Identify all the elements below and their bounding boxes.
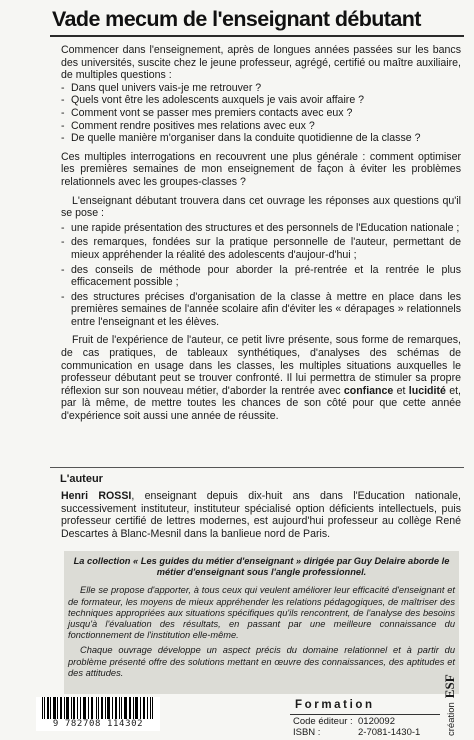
creation-credit bbox=[441, 674, 459, 736]
intro-paragraph: Commencer dans l'enseignement, après de longues années passées sur les bancs des universités, suscite chez le jeune professeur, agrégé, certifié ou maître auxiliaire, de multiples questions : bbox=[61, 44, 461, 82]
author-bio-text: , enseignant depuis dix-huit ans dans l'Education nationale, successivement instituteur, instituteur spécialisé option déficients intellectuels, puis professeur certifié de lettres modernes, est aujourd'hui professeur au collège René Descartes à Blanc-Mesnil dans la banlieue nord de Paris. bbox=[61, 490, 461, 540]
question-item: - Dans quel univers vais-je me retrouver ? bbox=[61, 82, 461, 95]
isbn-row bbox=[293, 727, 438, 738]
creation-label: création bbox=[446, 702, 457, 736]
paragraph-3: L'enseignant débutant trouvera dans cet ouvrage les réponses aux questions qu'il se pose : bbox=[61, 194, 461, 220]
isbn-value: 2-7081-1430-1 bbox=[358, 727, 421, 738]
answers-list bbox=[61, 222, 461, 329]
barcode bbox=[36, 697, 160, 731]
collection-text bbox=[68, 556, 455, 679]
code-editeur-label: Code éditeur : bbox=[293, 716, 353, 727]
question-item: - Comment rendre positives mes relations avec eux ? bbox=[61, 120, 461, 133]
answer-item: - des remarques, fondées sur la pratique personnelle de l'auteur, permettant de mieux appréhender la réalité des adolescents d'aujour-d'hui ; bbox=[61, 236, 461, 261]
question-item: - Comment vont se passer mes premiers contacts avec eux ? bbox=[61, 107, 461, 120]
esf-logo: ESF bbox=[442, 674, 457, 699]
question-item: - De quelle manière m'organiser dans la conduite quotidienne de la classe ? bbox=[61, 132, 461, 145]
description bbox=[61, 44, 461, 423]
collection-intro: La collection « Les guides du métier d'enseignant » dirigée par Guy Delaire aborde le métier d'enseignant sous l'angle professionnel. bbox=[73, 556, 450, 578]
paragraph-4 bbox=[61, 334, 461, 422]
book-title: Vade mecum de l'enseignant débutant bbox=[52, 7, 421, 31]
keyword-confiance: confiance bbox=[343, 384, 394, 397]
code-editeur-value: 0120092 bbox=[358, 716, 395, 727]
code-editeur-row bbox=[293, 716, 438, 727]
paragraph-4-part-c: et, par là même, de mettre toutes les chances de son côté pour que cette année d'expérience soit aussi une année de réussite. bbox=[61, 384, 461, 423]
title-rule bbox=[50, 35, 464, 37]
paragraph-4-part-a: Fruit de l'expérience de l'auteur, ce petit livre présente, sous forme de remarques, de cas pratiques, de tableaux synthétiques, d'analyses des schémas de communication en usage dans les classes, les multiples situations auxquelles le professeur débutant peut se trouver confronté. Il lui permettra de stimuler sa propre réflexion sur son nouveau métier, d'aborder la rentrée avec bbox=[61, 334, 461, 397]
collection-paragraph-2: Chaque ouvrage développe un aspect précis du domaine relationnel et à partir du problème présenté offre des solutions mettant en œuvre des connaissances, des aptitudes et des attitudes. bbox=[68, 645, 455, 678]
answer-item: - des conseils de méthode pour aborder la pré-rentrée et la rentrée le plus efficacement possible ; bbox=[61, 264, 461, 289]
answer-item: - une rapide présentation des structures et des personnels de l'Education nationale ; bbox=[61, 222, 461, 235]
barcode-number: 9 782708 114302 bbox=[36, 719, 160, 729]
answer-item: - des structures précises d'organisation de la classe à mettre en place dans les premières semaines de l'année scolaire afin d'éviter les « dérapages » relationnels entre l'enseignant et les élèves. bbox=[61, 291, 461, 329]
formation-label: Formation bbox=[295, 699, 375, 711]
author-bio bbox=[61, 490, 461, 540]
keyword-lucidite: lucidité bbox=[408, 384, 446, 397]
author-heading: L'auteur bbox=[60, 473, 103, 485]
formation-rule bbox=[290, 714, 440, 715]
author-rule bbox=[50, 467, 464, 468]
question-item: - Quels vont être les adolescents auxquels je vais avoir affaire ? bbox=[61, 94, 461, 107]
author-name: Henri ROSSI bbox=[61, 490, 132, 502]
isbn-label: ISBN : bbox=[293, 727, 321, 738]
collection-paragraph-1: Elle se propose d'apporter, à tous ceux qui veulent améliorer leur efficacité d'enseignant et de formateur, les moyens de mieux appréhender les relations pédagogiques, de maîtriser des techniques appropriées aux situations spécifiques qu'ils rencontrent, de l'analyse des besoins jusqu'à l'évaluation des résultats, en passant par une meilleure connaissance du fonctionnement de l'institution elle-même. bbox=[68, 585, 455, 641]
questions-list bbox=[61, 82, 461, 145]
publisher-codes bbox=[293, 716, 438, 738]
paragraph-4-and: et bbox=[393, 384, 409, 397]
paragraph-2: Ces multiples interrogations en recouvrent une plus générale : comment optimiser les premières semaines de mon enseignement de façon à éviter les problèmes relationnels avec les groupes-classes ? bbox=[61, 150, 461, 188]
